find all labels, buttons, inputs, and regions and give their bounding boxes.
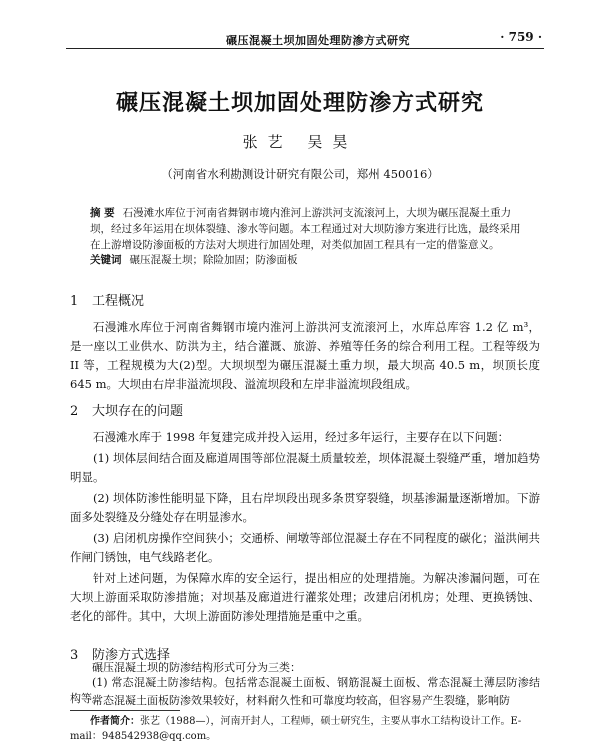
footnote-rule [70,710,180,711]
paragraph: 针对上述问题，为保障水库的安全运行，提出相应的处理措施。为解决渗漏问题，可在大坝上游面采取防渗措施；对坝基及廊道进行灌浆处理；改建启闭机房；处理、更换锈蚀、老化的部件。其中，大坝上游面防渗处理措施是重中之重。 [70,571,540,623]
paragraph: 石漫滩水库位于河南省舞钢市境内淮河上游洪河支流滚河上，水库总库容 1.2 亿 m³，是一座以工业供水、防洪为主，结合灌溉、旅游、养殖等任务的综合利用工程。工程等级为 II 等，工程规模为大(2)型。大坝坝型为碾压混凝土重力坝，最大坝高 40.5 m，坝顶长度 645 m。大坝由右岸非溢流坝段、溢流坝段和左岸非溢流坝段组成。 [70,320,540,391]
abstract-label: 摘 要 [90,207,115,219]
paragraph: (1) 坝体层间结合面及廊道周围等部位混凝土质量较差，坝体混凝土裂缝严重，增加趋势明显。 [70,451,540,484]
section-number: 2 [70,404,79,419]
section-title: 防渗方式选择 [92,648,171,663]
page-number: · 759 · [500,30,542,44]
abstract [90,205,530,253]
running-header [66,30,544,49]
paragraph: (1) 常态混凝土防渗结构。包括常态混凝土面板、钢筋混凝土面板、常态混凝土薄层防渗结构等。 [70,676,540,705]
section-title: 工程概况 [92,294,145,309]
section-number: 1 [70,294,79,309]
authors: 张艺 吴昊 [242,133,358,151]
footnote-label: 作者简介： [90,716,140,727]
abstract-text: 石漫滩水库位于河南省舞钢市境内淮河上游洪河支流滚河上，大坝为碾压混凝土重力坝，经过多年运用在坝体裂缝、渗水等问题。本工程通过对大坝防渗方案进行比选，最终采用在上游增设防渗面板的方法对大坝进行加固处理，对类似加固工程具有一定的借鉴意义。 [90,207,521,251]
paper-title: 碾压混凝土坝加固处理防渗方式研究 [115,90,484,116]
paragraph: 常态混凝土面板防渗效果较好，材料耐久性和可靠度均较高，但容易产生裂缝，影响防 [92,694,510,707]
paragraph: 碾压混凝土坝的防渗结构形式可分为三类： [92,661,301,674]
keywords [90,252,530,267]
keywords-label: 关键词 [90,254,122,266]
section-heading-1 [70,290,144,309]
section-number: 3 [70,648,79,663]
footnote [70,714,544,744]
paragraph: 石漫滩水库于 1998 年复建完成并投入运用，经过多年运行，主要存在以下问题： [93,430,510,444]
running-header-title: 碾压混凝土坝加固处理防渗方式研究 [226,34,410,47]
affiliation: （河南省水利勘测设计研究有限公司，郑州 450016） [161,167,439,181]
paragraph: (2) 坝体防渗性能明显下降，且右岸坝段出现多条贯穿裂缝，坝基渗漏量逐渐增加。下游面多处裂缝及分缝处存在明显渗水。 [70,491,540,524]
footnote-text: 张艺（1988—），河南开封人，工程师，硕士研究生，主要从事水工结构设计工作。E-mail：948542938@qq.com。 [70,716,522,742]
section-heading-2 [70,400,183,419]
paragraph: (3) 启闭机房操作空间狭小；交通桥、闸墩等部位混凝土存在不同程度的碳化；溢洪闸共作闸门锈蚀，电气线路老化。 [70,531,540,564]
section-title: 大坝存在的问题 [92,404,184,419]
keywords-text: 碾压混凝土坝；除险加固；防渗面板 [129,254,298,266]
